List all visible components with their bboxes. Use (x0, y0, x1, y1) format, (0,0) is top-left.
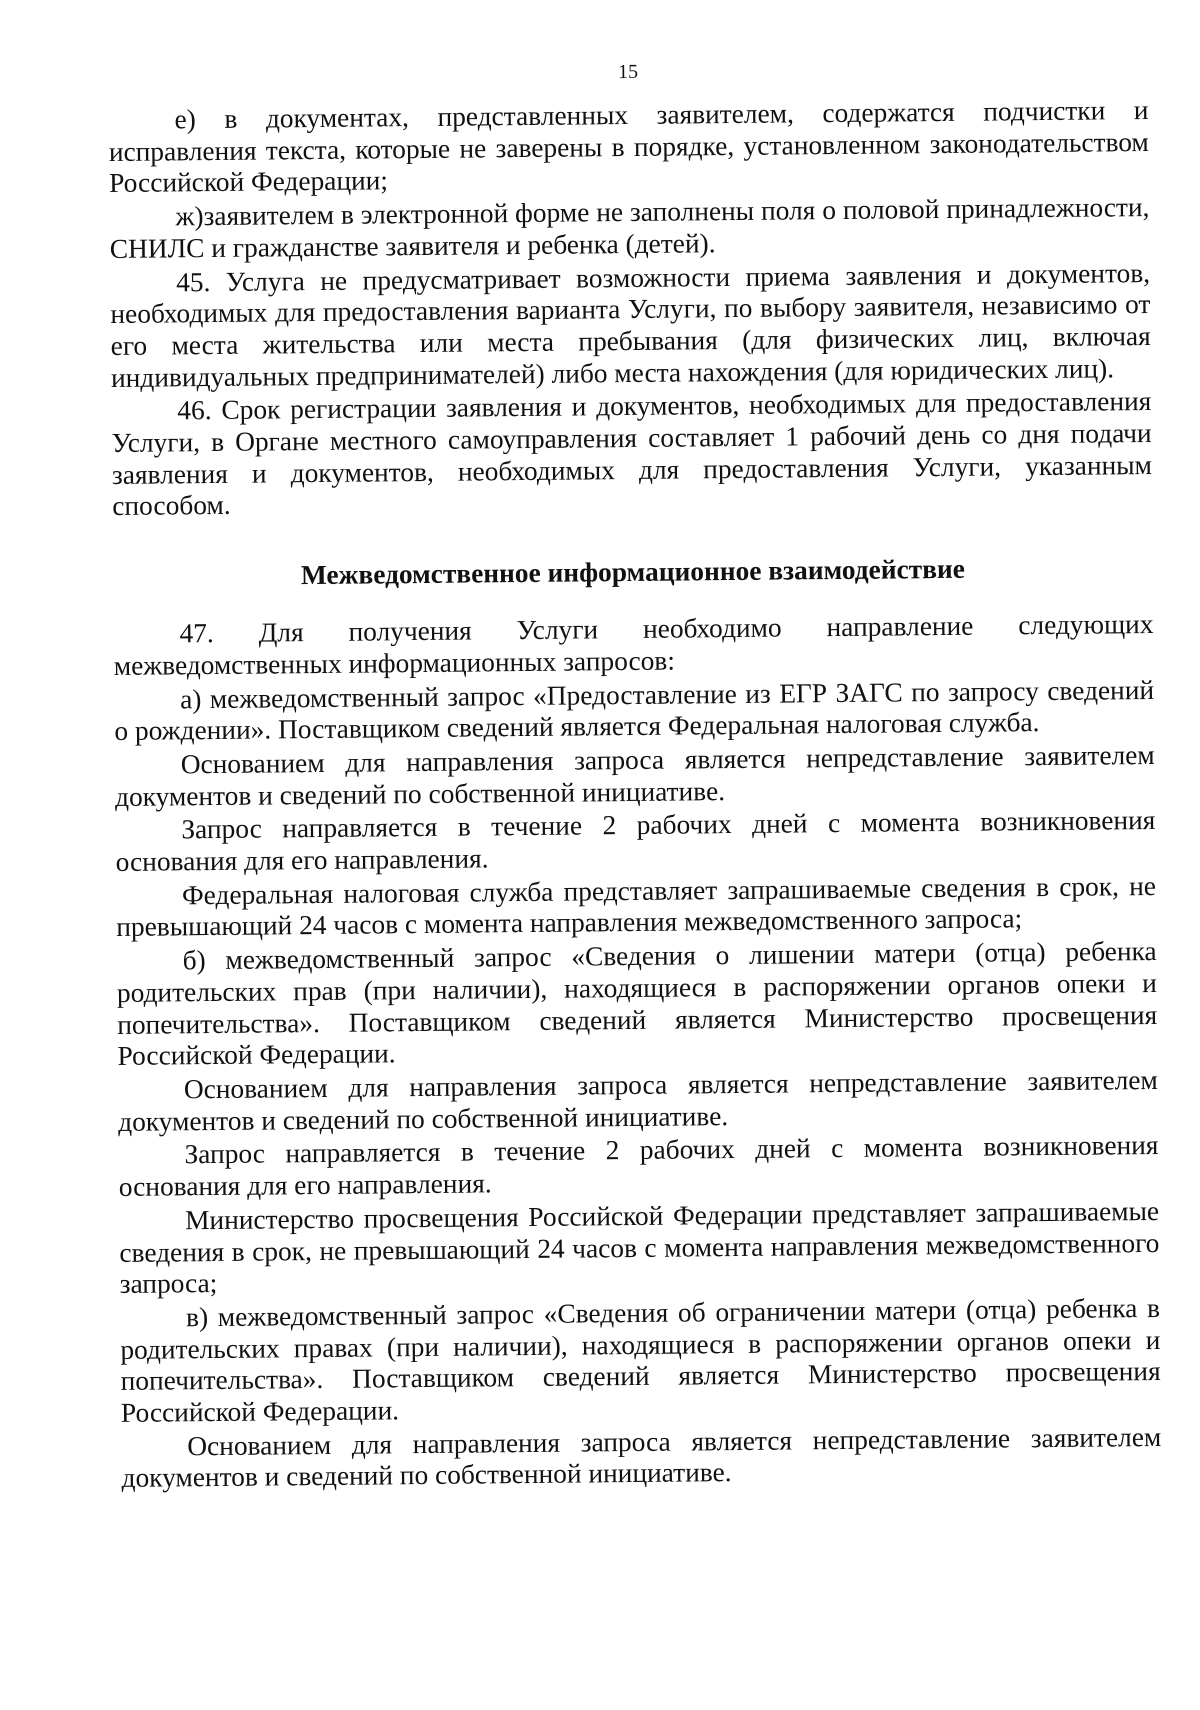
paragraph-47-v-basis: Основанием для направления запроса является непредставление заявителем документов и сведений по собственной инициативе. (121, 1421, 1162, 1494)
page-number: 15 (618, 60, 639, 84)
paragraph-item-e: е) в документах, представленных заявителем, содержатся подчистки и исправления текста, которые не заверены в порядке, установленном законодательством Российской Федерации; (108, 95, 1149, 199)
paragraph-47-b: б) межведомственный запрос «Сведения о лишении матери (отца) ребенка родительских прав (при наличии), находящиеся в распоряжении органов опеки и попечительства». Поставщиком сведений является Министерство просвещения Российской Федерации. (116, 936, 1158, 1072)
paragraph-45: 45. Услуга не предусматривает возможности приема заявления и документов, необходимых для предоставления варианта Услуги, по выбору заявителя, независимо от его места жительства или места пребывания (для физических лиц, включая индивидуальных предпринимателей) либо места нахождения (для юридических лиц). (110, 257, 1151, 393)
paragraph-46: 46. Срок регистрации заявления и документов, необходимых для предоставления Услуги, в Органе местного самоуправления составляет 1 рабочий день со дня подачи заявления и документов, необходимых для предоставления Услуги, указанным способом. (111, 386, 1153, 522)
document-page (108, 55, 1162, 1497)
paragraph-47-a-timing: Запрос направляется в течение 2 рабочих дней с момента возникновения основания для его направления. (115, 805, 1156, 878)
paragraph-item-zh: ж)заявителем в электронной форме не заполнены поля о половой принадлежности, СНИЛС и гражданстве заявителя и ребенка (детей). (109, 192, 1150, 264)
paragraph-47-a-response: Федеральная налоговая служба представляет запрашиваемые сведения в срок, не превышающий 24 часов с момента направления межведомственного запроса; (116, 870, 1157, 943)
paragraph-47-b-response: Министерство просвещения Российской Федерации представляет запрашиваемые сведения в срок, не превышающий 24 часов с момента направления межведомственного запроса; (119, 1195, 1160, 1300)
paragraph-47-b-timing: Запрос направляется в течение 2 рабочих дней с момента возникновения основания для его направления. (118, 1130, 1159, 1203)
paragraph-47-a: а) межведомственный запрос «Предоставление из ЕГР ЗАГС по запросу сведений о рождении». Поставщиком сведений является Федеральная налоговая служба. (114, 674, 1155, 747)
section-heading: Межведомственное информационное взаимодействие (300, 553, 966, 591)
paragraph-47-v: в) межведомственный запрос «Сведения об ограничении матери (отца) ребенка в родительских правах (при наличии), находящиеся в распоряжении органов опеки и попечительства». Поставщиком сведений является Министерство просвещения Российской Федерации. (120, 1292, 1161, 1428)
paragraph-47: 47. Для получения Услуги необходимо направление следующих межведомственных информационных запросов: (113, 609, 1154, 681)
paragraph-47-a-basis: Основанием для направления запроса является непредставление заявителем документов и сведений по собственной инициативе. (114, 739, 1155, 812)
paragraph-47-b-basis: Основанием для направления запроса является непредставление заявителем документов и сведений по собственной инициативе. (118, 1064, 1158, 1137)
